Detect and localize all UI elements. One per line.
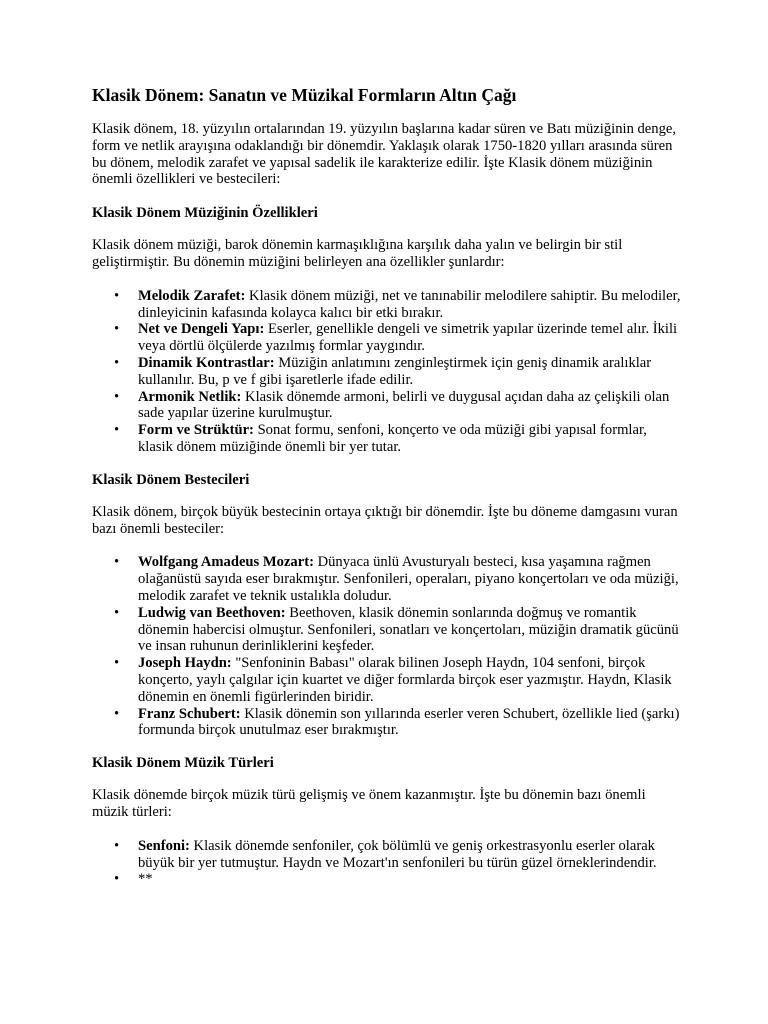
list-item: [92, 871, 682, 888]
list-item: [92, 655, 682, 705]
list-item-term: Form ve Strüktür:: [138, 422, 254, 439]
genres-list: [92, 838, 682, 888]
section-heading-genres: Klasik Dönem Müzik Türleri: [92, 755, 274, 772]
page-title: Klasik Dönem: Sanatın ve Müzikal Formların Altın Çağı: [92, 85, 517, 105]
list-item: [92, 389, 682, 423]
bullet-icon: •: [114, 287, 120, 304]
list-item: [92, 605, 682, 655]
list-item: [92, 706, 682, 740]
composers-list: [92, 554, 682, 739]
list-item-term: Net ve Dengeli Yapı:: [138, 321, 265, 338]
bullet-icon: •: [114, 604, 120, 621]
bullet-icon: •: [114, 354, 120, 371]
bullet-icon: •: [114, 837, 120, 854]
list-item-text: Dünyaca ünlü Avusturyalı besteci, kısa yaşamına rağmen olağanüstü sayıda eser bırakmıştır. Senfonileri, operaları, piyano konçertoları ve oda müziği, melodik zarafet ve teknik ustalıkla doludur.: [138, 554, 679, 604]
list-item-term: Wolfgang Amadeus Mozart:: [138, 554, 314, 571]
list-item-text: Klasik dönem müziği, net ve tanınabilir melodilere sahiptir. Bu melodiler, dinleyicinin kafasında kolayca kalıcı bir etki bırakır.: [138, 287, 681, 321]
list-item-text: **: [138, 871, 153, 888]
bullet-icon: •: [114, 321, 120, 338]
list-item-term: Ludwig van Beethoven:: [138, 604, 286, 621]
list-item-text: Klasik dönemin son yıllarında eserler veren Schubert, özellikle lied (şarkı) formunda birçok unutulmaz eser bırakmıştır.: [138, 705, 680, 739]
list-item-text: Eserler, genellikle dengeli ve simetrik yapılar üzerinde temel alır. İkili veya dörtlü ölçülerde yazılmış formlar yaygındır.: [138, 321, 678, 355]
document-page: [92, 84, 682, 904]
section-paragraph-genres: Klasik dönemde birçok müzik türü gelişmiş ve önem kazanmıştır. İşte bu dönemin bazı önemli müzik türleri:: [92, 787, 646, 820]
list-item-term: Joseph Haydn:: [138, 655, 232, 672]
list-item-term: Senfoni:: [138, 837, 190, 854]
list-item-text: Beethoven, klasik dönemin sonlarında doğmuş ve romantik dönemin habercisi olmuştur. Senfonileri, sonatları ve konçertoları, müziğin dramatik gücünü ve insan ruhunun derinliklerini keşfeder.: [138, 604, 679, 655]
bullet-icon: •: [114, 655, 120, 672]
intro-paragraph: Klasik dönem, 18. yüzyılın ortalarından 19. yüzyılın başlarına kadar süren ve Batı müziğinin denge, form ve netlik arayışına odaklandığı bir dönemdir. Yaklaşık olarak 1750-1820 yılları arasında süren bu dönem, melodik zarafet ve yapısal sadelik ile karakterize edilir. İşte Klasik dönem müziğinin önemli özellikleri ve bestecileri:: [92, 121, 677, 188]
list-item-text: Sonat formu, senfoni, konçerto ve oda müziği gibi yapısal formlar, klasik dönem müziğinde önemli bir yer tutar.: [138, 422, 647, 455]
list-item: [92, 422, 682, 456]
list-item-text: Müziğin anlatımını zenginleştirmek için geniş dinamik aralıklar kullanılır. Bu, p ve f gibi işaretlerle ifade edilir.: [138, 354, 652, 388]
section-heading-features: Klasik Dönem Müziğinin Özellikleri: [92, 205, 318, 222]
list-item: [92, 838, 682, 872]
section-heading-composers: Klasik Dönem Bestecileri: [92, 471, 250, 488]
bullet-icon: •: [114, 705, 120, 722]
list-item-text: Klasik dönemde armoni, belirli ve duygusal açıdan daha az çelişkili olan sade yapılar üzerine kurulmuştur.: [138, 388, 670, 422]
features-list: [92, 288, 682, 456]
bullet-icon: •: [114, 871, 120, 888]
bullet-icon: •: [114, 388, 120, 405]
list-item: [92, 288, 682, 322]
list-item: [92, 321, 682, 355]
list-item: [92, 554, 682, 604]
list-item-term: Dinamik Kontrastlar:: [138, 354, 275, 371]
list-item-term: Armonik Netlik:: [138, 388, 242, 405]
list-item: [92, 355, 682, 389]
bullet-icon: •: [114, 422, 120, 439]
section-paragraph-composers: Klasik dönem, birçok büyük bestecinin ortaya çıktığı bir dönemdir. İşte bu döneme damgasını vuran bazı önemli besteciler:: [92, 503, 678, 537]
bullet-icon: •: [114, 554, 120, 571]
section-paragraph-features: Klasik dönem müziği, barok dönemin karmaşıklığına karşılık daha yalın ve belirgin bir stil geliştirmiştir. Bu dönemin müziğini belirleyen ana özellikler şunlardır:: [92, 237, 623, 270]
list-item-term: Franz Schubert:: [138, 705, 241, 722]
list-item-text: "Senfoninin Babası" olarak bilinen Joseph Haydn, 104 senfoni, birçok konçerto, yaylı çalgılar için kuartet ve diğer formlarda birçok eser yazmıştır. Haydn, Klasik dönemin en önemli figürlerinden biridir.: [138, 655, 672, 705]
list-item-text: Klasik dönemde senfoniler, çok bölümlü ve geniş orkestrasyonlu eserler olarak büyük bir yer tutmuştur. Haydn ve Mozart'ın senfonileri bu türün güzel örneklerindendir.: [138, 837, 657, 871]
list-item-term: Melodik Zarafet:: [138, 287, 246, 304]
